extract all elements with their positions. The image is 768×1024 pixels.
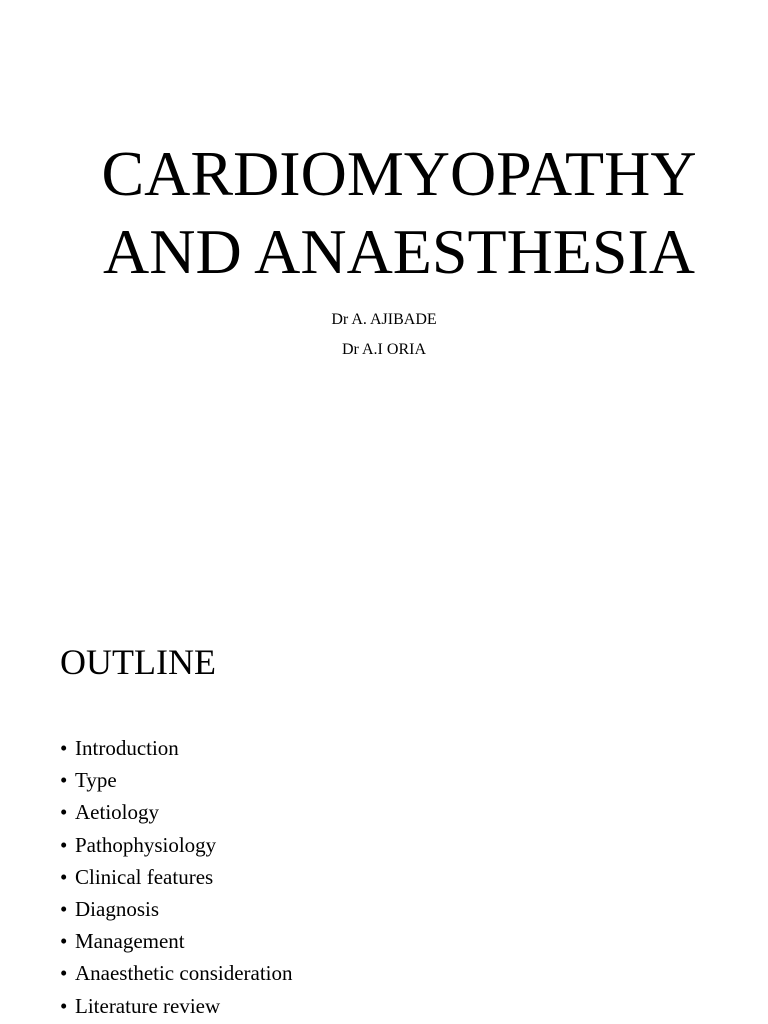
list-item-label: Clinical features [75,864,214,889]
list-item-label: Anaesthetic consideration [75,961,293,986]
list-item [60,829,293,861]
title-line-2: AND ANAESTHESIA [103,216,695,287]
bullet-icon: • [60,961,68,986]
outline-heading: OUTLINE [60,642,216,682]
author-name: Dr A.I ORIA [342,341,426,358]
outline-slide [0,620,768,1024]
list-item-label: Aetiology [75,800,159,825]
list-item-label: Pathophysiology [75,832,217,857]
list-item-label: Type [75,768,117,793]
presentation-title [0,135,768,291]
list-item [60,732,293,764]
bullet-icon: • [60,993,68,1018]
list-item [60,957,293,989]
bullet-icon: • [60,832,68,857]
bullet-icon: • [60,768,68,793]
bullet-icon: • [60,800,68,825]
list-item [60,893,293,925]
list-item-label: Management [75,929,185,954]
author-name: Dr A. AJIBADE [331,311,437,328]
bullet-icon: • [60,736,68,760]
list-item [60,796,293,828]
list-item-label: Diagnosis [75,897,159,922]
bullet-icon: • [60,929,68,954]
list-item [60,764,293,796]
bullet-icon: • [60,897,68,922]
list-item [60,925,293,957]
outline-list [60,732,293,1022]
bullet-icon: • [60,864,68,889]
title-line-1: CARDIOMYOPATHY [101,138,697,209]
list-item-label: Literature review [75,993,221,1018]
list-item-label: Introduction [75,736,179,760]
author-list [0,305,768,365]
list-item [60,861,293,893]
list-item [60,990,293,1022]
